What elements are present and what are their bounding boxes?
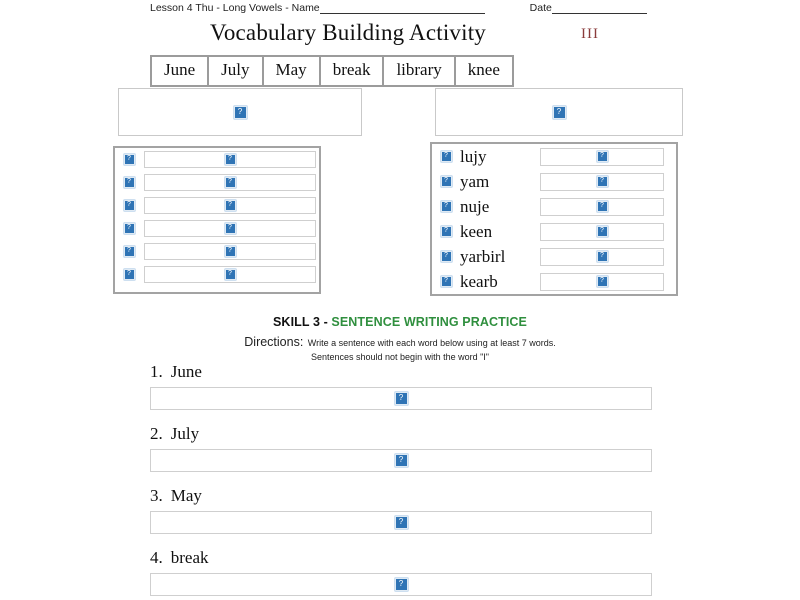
broken-image-icon [597, 226, 608, 237]
sentence-item-word: June [170, 362, 202, 381]
panel-left-row [115, 217, 319, 240]
panel-left-row [115, 263, 319, 286]
sentence-item-number: 1. [150, 362, 163, 381]
broken-image-icon [124, 223, 135, 234]
panel-left-answer-input[interactable] [144, 174, 316, 191]
unscramble-answer-input[interactable] [540, 173, 664, 191]
scrambled-word: lujy [460, 147, 487, 166]
scrambled-word: kearb [460, 272, 498, 291]
panel-left-answer-input[interactable] [144, 220, 316, 237]
broken-image-icon [597, 176, 608, 187]
vocabulary-word-cell[interactable]: June [152, 57, 209, 85]
activity-box-right[interactable] [435, 88, 683, 136]
vocabulary-word-table [150, 55, 514, 87]
unscramble-answer-input[interactable] [540, 198, 664, 216]
panel-right-row [432, 269, 676, 294]
row-image-slot [438, 276, 454, 287]
broken-image-icon [597, 201, 608, 212]
broken-image-icon [225, 269, 236, 280]
date-label: Date [529, 2, 552, 14]
broken-image-icon [441, 226, 452, 237]
sentence-answer-input[interactable] [150, 573, 652, 596]
sentence-practice-item [150, 486, 652, 534]
scrambled-word: yarbirl [460, 247, 506, 266]
row-image-slot [120, 223, 138, 234]
panel-right-unscramble [430, 142, 678, 296]
row-image-slot [120, 154, 138, 165]
broken-image-icon [441, 276, 452, 287]
panel-right-row [432, 194, 676, 219]
broken-image-icon [124, 154, 135, 165]
broken-image-icon [597, 251, 608, 262]
sentence-item-word: July [170, 424, 200, 443]
unscramble-answer-input[interactable] [540, 148, 664, 166]
unscramble-answer-input[interactable] [540, 223, 664, 241]
broken-image-icon [225, 154, 236, 165]
page-title: Vocabulary Building Activity [209, 20, 487, 45]
sentence-item-word: May [170, 486, 202, 505]
broken-image-icon [124, 269, 135, 280]
sentence-item-label [150, 548, 652, 568]
skill3-heading-title: SENTENCE WRITING PRACTICE [331, 315, 527, 329]
broken-image-icon [225, 223, 236, 234]
row-image-slot [438, 151, 454, 162]
sentence-answer-input[interactable] [150, 449, 652, 472]
broken-image-icon [441, 176, 452, 187]
scrambled-word: nuje [460, 197, 490, 216]
skill3-heading-prefix: SKILL 3 - [273, 315, 332, 329]
broken-image-icon [441, 151, 452, 162]
row-image-slot [120, 177, 138, 188]
sentence-answer-input[interactable] [150, 387, 652, 410]
sentence-item-word: break [170, 548, 209, 567]
sentence-answer-input[interactable] [150, 511, 652, 534]
scrambled-word: keen [460, 222, 493, 241]
sentence-item-number: 4. [150, 548, 163, 567]
broken-image-icon [553, 106, 566, 119]
broken-image-icon [124, 246, 135, 257]
row-image-slot [438, 251, 454, 262]
unscramble-answer-input[interactable] [540, 248, 664, 266]
lesson-label: Lesson 4 Thu - Long Vowels - Name [150, 2, 320, 14]
broken-image-icon [225, 200, 236, 211]
sentence-item-label [150, 362, 652, 382]
broken-image-icon [597, 276, 608, 287]
date-blank[interactable] [552, 2, 647, 14]
row-image-slot [120, 200, 138, 211]
directions-line-1: Write a sentence with each word below using at least 7 words. [307, 338, 556, 348]
row-image-slot [438, 201, 454, 212]
sentence-item-number: 2. [150, 424, 163, 443]
vocabulary-word-cell[interactable]: July [209, 57, 263, 85]
broken-image-icon [124, 200, 135, 211]
broken-image-icon [225, 177, 236, 188]
panel-left [113, 146, 321, 294]
panel-right-row [432, 169, 676, 194]
worksheet-header-line [150, 2, 650, 14]
table-row [152, 57, 512, 85]
broken-image-icon [395, 516, 408, 529]
panel-left-row [115, 148, 319, 171]
sentence-item-number: 3. [150, 486, 163, 505]
sentence-practice-item [150, 362, 652, 410]
panel-left-row [115, 240, 319, 263]
panel-right-row [432, 219, 676, 244]
name-blank[interactable] [320, 2, 485, 14]
activity-box-left[interactable] [118, 88, 362, 136]
scrambled-word: yam [460, 172, 490, 191]
broken-image-icon [225, 246, 236, 257]
skill3-heading [100, 315, 700, 329]
broken-image-icon [124, 177, 135, 188]
broken-image-icon [395, 454, 408, 467]
sentence-item-label [150, 486, 652, 506]
directions-label: Directions: [244, 335, 304, 349]
sentence-practice-item [150, 424, 652, 472]
panel-left-row [115, 171, 319, 194]
vocabulary-word-cell[interactable]: library [384, 57, 455, 85]
panel-left-answer-input[interactable] [144, 243, 316, 260]
broken-image-icon [234, 106, 247, 119]
directions-block [100, 332, 700, 363]
unscramble-answer-input[interactable] [540, 273, 664, 291]
vocabulary-word-cell[interactable]: knee [467, 60, 500, 79]
vocabulary-word-cell[interactable]: May [264, 57, 321, 85]
row-image-slot [438, 226, 454, 237]
panel-right-row [432, 244, 676, 269]
broken-image-icon [441, 201, 452, 212]
broken-image-icon [395, 392, 408, 405]
panel-left-answer-input[interactable] [144, 197, 316, 214]
sentence-item-label [150, 424, 652, 444]
broken-image-icon [441, 251, 452, 262]
row-image-slot [438, 176, 454, 187]
level-marker: III [581, 26, 599, 42]
directions-line-2: Sentences should not begin with the word "I" [310, 352, 489, 362]
row-image-slot [120, 246, 138, 257]
panel-left-row [115, 194, 319, 217]
panel-left-answer-input[interactable] [144, 151, 316, 168]
panel-right-row [432, 144, 676, 169]
broken-image-icon [597, 151, 608, 162]
vocabulary-word-cell[interactable]: break [321, 57, 385, 85]
panel-left-answer-input[interactable] [144, 266, 316, 283]
row-image-slot [120, 269, 138, 280]
sentence-practice-item [150, 548, 652, 596]
broken-image-icon [395, 578, 408, 591]
